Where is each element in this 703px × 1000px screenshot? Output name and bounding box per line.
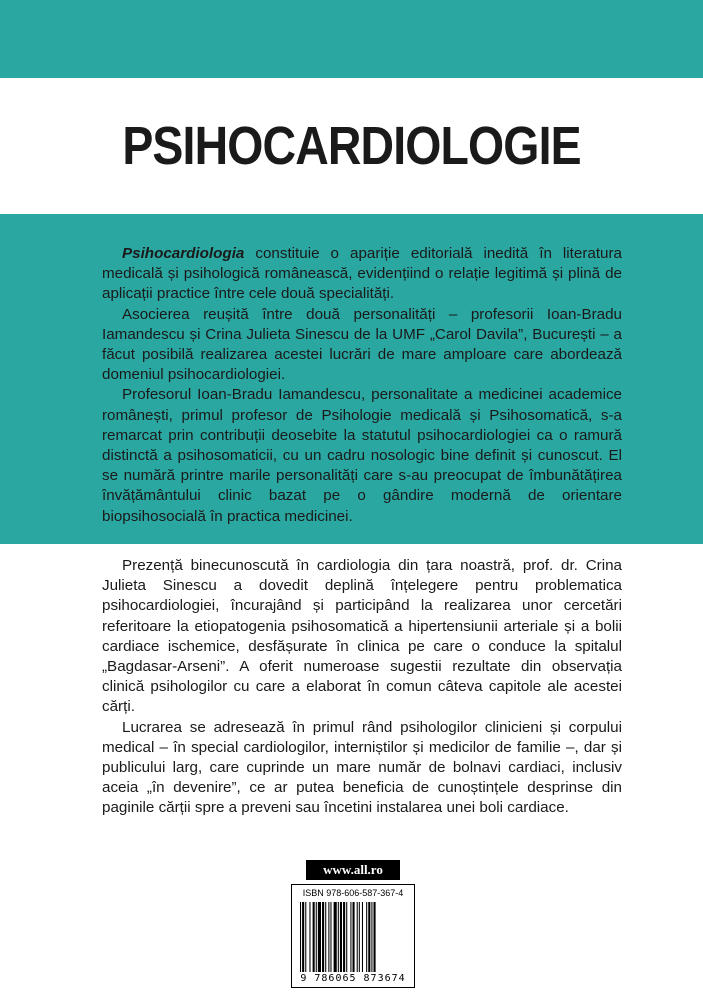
publisher-url: www.all.ro — [306, 860, 400, 880]
emphasized-title: Psihocardiologia — [122, 245, 245, 262]
isbn-label: ISBN 978-606-587-367-4 — [302, 888, 404, 898]
book-title: PSIHOCARDIOLOGIE — [122, 116, 581, 176]
paragraph: Psihocardiologia constituie o apariție editorială inedită în literatura medicală și psihologică românească, evidențiind o relație legitimă și plină de aplicații practice între cele două specialități. — [102, 245, 622, 303]
barcode-icon — [298, 902, 408, 972]
paragraph: Prezență binecunoscută în cardiologia din țara noastră, prof. dr. Crina Julieta Sinescu a dovedit deplină înțelegere pentru problematica psihocardiologiei, încurajând și participând la realizarea unor cercetări referitoare la etiopatogenia psihosomatică a hipertensiunii arteriale și a bolii cardiace ischemice, desfășurate în clinica pe care o conduce la spitalul „Bagdasar-Arseni”. A oferit numeroase sugestii rezultate din observația clinică psihologilor cu care a elaborat în comun câteva capitole ale acestei cărți. — [102, 557, 622, 716]
paragraph: Lucrarea se adresează în primul rând psihologilor clinicieni și corpului medical – în special cardiologilor, interniștilor și medicilor de familie –, dar și publicului larg, care cuprinde un mare număr de bolnavi cardiaci, inclusiv aceia „în devenire”, ce ar putea beneficia de cunoștințele desprinse din paginile cărții spre a preveni sau încetini instalarea unei boli cardiace. — [102, 718, 622, 817]
title-area — [0, 78, 703, 214]
description-block-2 — [102, 556, 622, 819]
description-block-1 — [102, 244, 622, 527]
isbn-barcode-box — [291, 884, 415, 988]
paragraph: Asocierea reușită între două personalități – profesorii Ioan-Bradu Iamandescu și Crina Julieta Sinescu de la UMF „Carol Davila”, București – a făcut posibilă realizarea acestei lucrări de mare amploare care abordează domeniul psihocardiologiei. — [102, 305, 622, 384]
barcode-digits: 9 786065 873674 — [300, 973, 406, 984]
paragraph: Profesorul Ioan-Bradu Iamandescu, personalitate a medicinei academice românești, primul profesor de Psihologie medicală și Psihosomatică, s-a remarcat prin contribuții deosebite la statutul psihocardiologiei ca o ramură distinctă a psihosomaticii, cu un cadru nosologic bine definit și cunoscut. El se numără printre marile personalități care s-au preocupat de îmbunătățirea învățământului clinic bazat pe o gândire modernă de orientare biopsihosocială în practica medicinei. — [102, 386, 622, 525]
top-color-band — [0, 0, 703, 78]
